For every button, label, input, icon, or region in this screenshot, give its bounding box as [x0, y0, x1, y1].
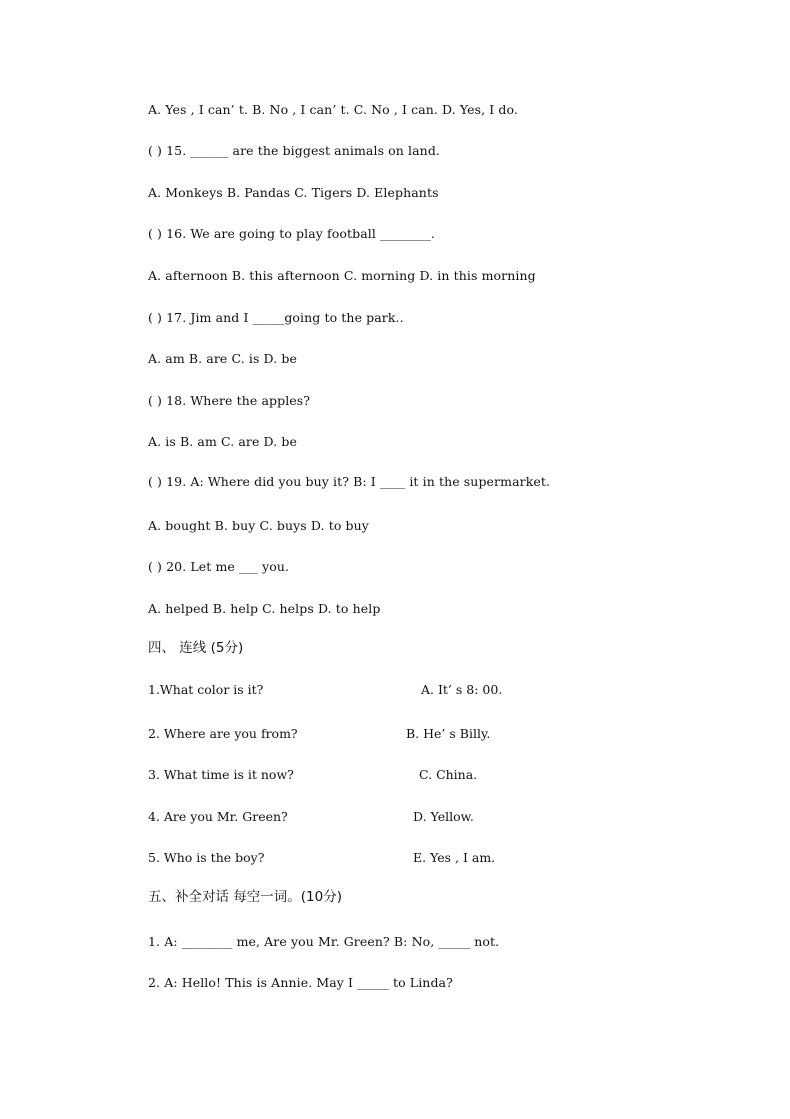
matching-question-5: 5. Who is the boy? — [148, 850, 265, 865]
question-19: ( ) 19. A: Where did you buy it? B: I ____ it in the supermarket. — [148, 474, 551, 489]
answer-options-15: A. Monkeys B. Pandas C. Tigers D. Elephants — [148, 185, 439, 200]
answer-options-16: A. afternoon B. this afternoon C. morning D. in this morning — [148, 268, 536, 283]
answer-options-17: A. am B. are C. is D. be — [148, 351, 297, 366]
matching-question-2: 2. Where are you from? — [148, 726, 298, 741]
matching-answer-d: D. Yellow. — [413, 809, 474, 824]
matching-question-3: 3. What time is it now? — [148, 767, 294, 782]
question-18: ( ) 18. Where the apples? — [148, 393, 311, 408]
question-15: ( ) 15. ______ are the biggest animals on land. — [148, 143, 440, 158]
matching-answer-c: C. China. — [419, 767, 478, 782]
matching-question-1: 1.What color is it? — [148, 682, 264, 697]
question-20: ( ) 20. Let me ___ you. — [148, 559, 290, 574]
answer-options-19: A. bought B. buy C. buys D. to buy — [148, 518, 369, 533]
question-17: ( ) 17. Jim and I _____going to the park.. — [148, 310, 404, 325]
section-4-heading: 四、 连线 (5分) — [148, 640, 244, 656]
answer-options-18: A. is B. am C. are D. be — [148, 434, 297, 449]
section-5-heading: 五、补全对话 每空一词。(10分) — [148, 889, 343, 905]
dialogue-line-2: 2. A: Hello! This is Annie. May I _____ to Linda? — [148, 975, 453, 990]
answer-options-14: A. Yes , I can’ t. B. No , I can’ t. C. No , I can. D. Yes, I do. — [148, 102, 519, 117]
matching-answer-b: B. He’ s Billy. — [406, 726, 491, 741]
question-16: ( ) 16. We are going to play football ________. — [148, 226, 435, 241]
dialogue-line-1: 1. A: ________ me, Are you Mr. Green? B: No, _____ not. — [148, 934, 500, 949]
matching-question-4: 4. Are you Mr. Green? — [148, 809, 288, 824]
matching-answer-e: E. Yes , I am. — [413, 850, 496, 865]
answer-options-20: A. helped B. help C. helps D. to help — [148, 601, 381, 616]
matching-answer-a: A. It’ s 8: 00. — [421, 682, 503, 697]
